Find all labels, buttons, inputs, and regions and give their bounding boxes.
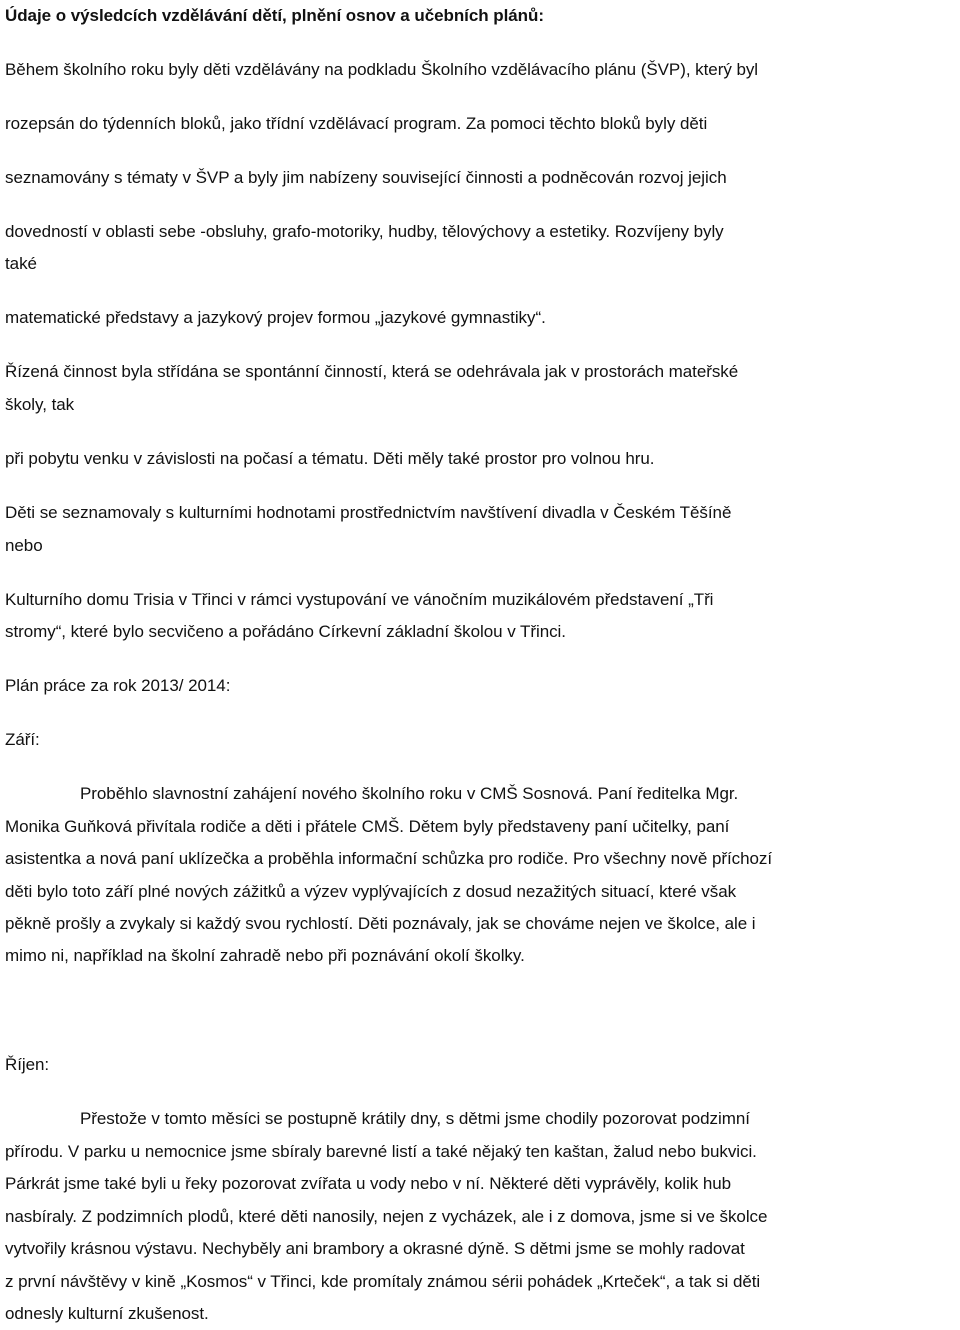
paragraph-line: vytvořily krásnou výstavu. Nechyběly ani brambory a okrasné dýně. S dětmi jsme se mohly radovat — [5, 1239, 745, 1258]
paragraph-line: mimo ni, například na školní zahradě nebo při poznávání okolí školky. — [5, 946, 525, 965]
paragraph-line: Párkrát jsme také byli u řeky pozorovat zvířata u vody nebo v ní. Některé děti vyprávěly, kolik hub — [5, 1174, 732, 1193]
paragraph-line: seznamovány s tématy v ŠVP a byly jim nabízeny související činnosti a podněcován rozvoj jejich — [5, 168, 727, 187]
section-heading: Údaje o výsledcích vzdělávání dětí, plnění osnov a učebních plánů: — [5, 6, 544, 25]
plan-title: Plán práce za rok 2013/ 2014: — [5, 676, 231, 695]
paragraph-line: z první návštěvy v kině „Kosmos“ v Třinci, kde promítaly známou sérii pohádek „Krteček“, a tak si děti — [5, 1272, 761, 1291]
month-heading-october: Říjen: — [5, 1055, 50, 1074]
paragraph-line: Během školního roku byly děti vzdělávány na podkladu Školního vzdělávacího plánu (ŠVP), který byl — [5, 60, 759, 79]
paragraph-line: přírodu. V parku u nemocnice jsme sbíraly barevné listí a také nějaký ten kaštan, žalud nebo bukvici. — [5, 1142, 757, 1161]
paragraph-line: odnesly kulturní zkušenost. — [5, 1304, 209, 1323]
paragraph-line: Děti se seznamovaly s kulturními hodnotami prostřednictvím navštívení divadla v Českém Těšíně — [5, 503, 732, 522]
paragraph-line: při pobytu venku v závislosti na počasí a tématu. Děti měly také prostor pro volnou hru. — [5, 449, 655, 468]
paragraph-line: také — [5, 254, 37, 273]
paragraph-line: nebo — [5, 536, 43, 555]
paragraph-line: dovedností v oblasti sebe -obsluhy, grafo-motoriky, hudby, tělovýchovy a estetiky. Rozvíjeny byly — [5, 222, 724, 241]
paragraph-line: Přestože v tomto měsíci se postupně krátily dny, s dětmi jsme chodily pozorovat podzimní — [80, 1109, 750, 1128]
paragraph-line: stromy“, které bylo secvičeno a pořádáno Církevní základní školou v Třinci. — [5, 622, 566, 641]
paragraph-line: Monika Guňková přivítala rodiče a děti i přátele CMŠ. Dětem byly představeny paní učitelky, paní — [5, 817, 730, 836]
paragraph-line: rozepsán do týdenních bloků, jako třídní vzdělávací program. Za pomoci těchto bloků byly děti — [5, 114, 708, 133]
paragraph-line: asistentka a nová paní uklízečka a proběhla informační schůzka pro rodiče. Pro všechny nově příchozí — [5, 849, 773, 868]
paragraph-line: školy, tak — [5, 395, 75, 414]
paragraph-line: Proběhlo slavnostní zahájení nového školního roku v CMŠ Sosnová. Paní ředitelka Mgr. — [80, 784, 739, 803]
paragraph-line: Kulturního domu Trisia v Třinci v rámci vystupování ve vánočním muzikálovém představení „Tři — [5, 590, 714, 609]
paragraph-line: pěkně prošly a zvykaly si každý svou rychlostí. Děti poznávaly, jak se chováme nejen ve školce, ale i — [5, 914, 756, 933]
month-heading-september: Září: — [5, 730, 40, 749]
paragraph-line: matematické představy a jazykový projev formou „jazykové gymnastiky“. — [5, 308, 546, 327]
paragraph-line: děti bylo toto září plné nových zážitků a výzev vyplývajících z dosud nezažitých situací, které však — [5, 882, 737, 901]
paragraph-line: Řízená činnost byla střídána se spontánní činností, která se odehrávala jak v prostorách mateřské — [5, 362, 739, 381]
paragraph-line: nasbíraly. Z podzimních plodů, které děti nanosily, nejen z vycházek, ale i z domova, jsme si ve školce — [5, 1207, 768, 1226]
